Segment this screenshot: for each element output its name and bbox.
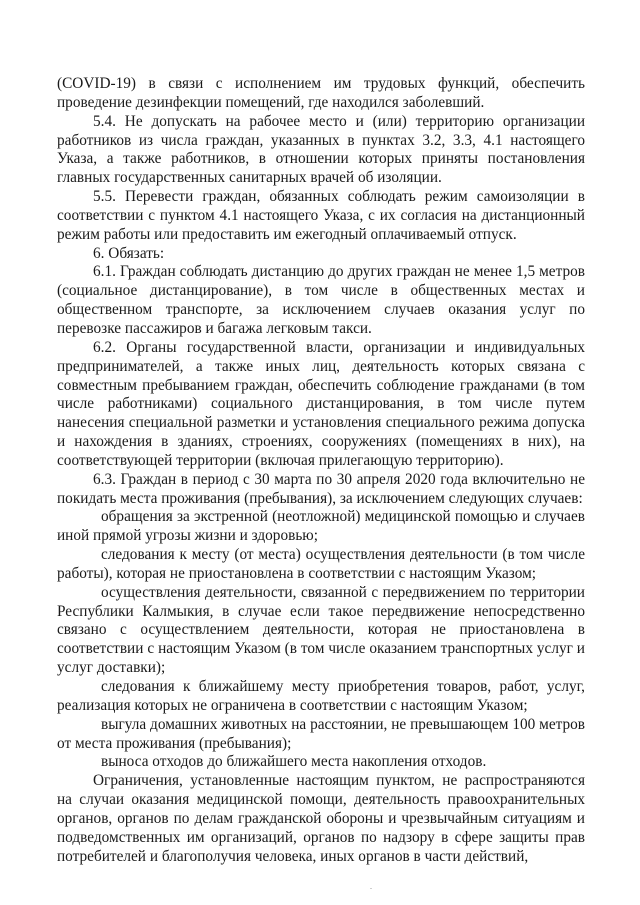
list-item-medical-help: обращения за экстренной (неотложной) медицинской помощью и случаев иной прямой угрозы жизни и здоровью; <box>57 508 585 545</box>
list-item-work-travel: следования к месту (от места) осуществления деятельности (в том числе работы), которая не приостановлена в соответствии с настоящим Указом; <box>57 546 585 582</box>
list-item-shopping: следования к ближайшему месту приобретения товаров, работ, услуг, реализация которых не ограничена в соответствии с настоящим Указом; <box>57 678 585 714</box>
paragraph-restrictions-exceptions: Ограничения, установленные настоящим пунктом, не распространяются на случаи оказания медицинской помощи, деятельность правоохранительных органов, органов по делам гражданской обороны и чрезвычайным ситуациям и подведомственных им организаций, органов по надзору в сфере защиты прав потребителей и благополучия человека, иных органов в части действий, <box>57 772 585 865</box>
document-body <box>57 75 585 866</box>
list-item-pet-walking: выгула домашних животных на расстоянии, не превышающем 100 метров от места проживания (пребывания); <box>57 715 585 752</box>
list-item-waste-disposal: выноса отходов до ближайшего места накопления отходов. <box>101 753 487 771</box>
paragraph-6-heading: 6. Обязать: <box>93 244 165 262</box>
paragraph-6-3: 6.3. Граждан в период с 30 марта по 30 апреля 2020 года включительно не покидать места проживания (пребывания), за исключением следующих случаев: <box>57 470 585 507</box>
paragraph-covid-disinfection: (COVID-19) в связи с исполнением им трудовых функций, обеспечить проведение дезинфекции помещений, где находился заболевший. <box>57 75 585 111</box>
scan-speck <box>370 888 372 889</box>
list-item-activity-travel: осуществления деятельности, связанной с передвижением по территории Республики Калмыкия, в случае если такое передвижение непосредственно связано с осуществлением деятельности, которая не приостановлена в соответствии с настоящим Указом (в том числе оказанием транспортных услуг и услуг доставки); <box>57 583 585 677</box>
paragraph-6-1: 6.1. Граждан соблюдать дистанцию до других граждан не менее 1,5 метров (социальное дистанцирование), в том числе в общественных местах и общественном транспорте, за исключением случаев оказания услуг по перевозке пассажиров и багажа легковым такси. <box>57 263 585 337</box>
paragraph-5-4: 5.4. Не допускать на рабочее место и (или) территорию организации работников из числа граждан, указанных в пунктах 3.2, 3.3, 4.1 настоящего Указа, а также работников, в отношении которых приняты постановления главных государственных санитарных врачей об изоляции. <box>57 112 585 187</box>
paragraph-6-2: 6.2. Органы государственной власти, организации и индивидуальных предпринимателей, а также иных лиц, деятельность которых связана с совместным пребыванием граждан, обеспечить соблюдение гражданами (в том числе работниками) социального дистанцирования, в том числе путем нанесения специальной разметки и установления специального режима допуска и нахождения в зданиях, строениях, сооружениях (помещениях в них), на соответствующей территории (включая прилегающую территорию). <box>57 338 585 469</box>
paragraph-5-5: 5.5. Перевести граждан, обязанных соблюдать режим самоизоляции в соответствии с пунктом 4.1 настоящего Указа, с их согласия на дистанционный режим работы или предоставить им ежегодный оплачиваемый отпуск. <box>57 188 585 243</box>
